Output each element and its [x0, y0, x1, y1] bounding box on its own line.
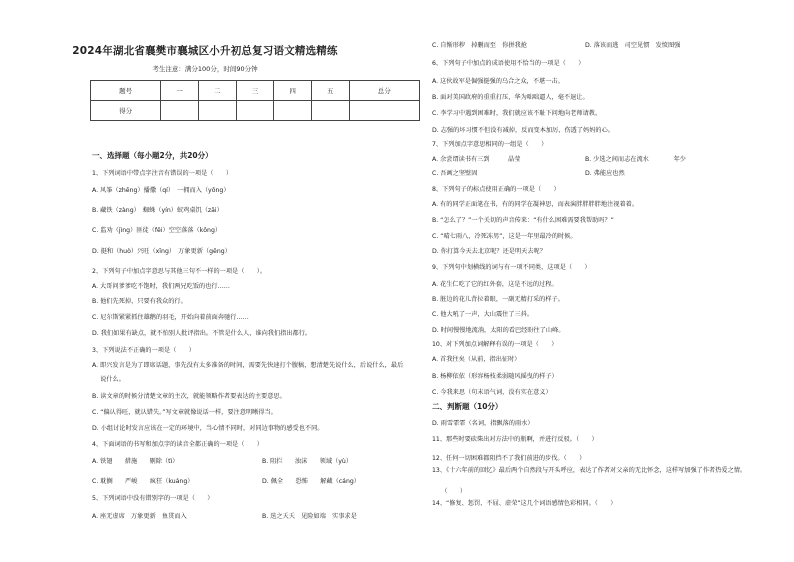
question-line	[92, 283, 230, 291]
score-table	[90, 80, 420, 121]
question-line	[92, 298, 187, 306]
question-line	[432, 488, 466, 496]
question-text: C. 他大吼了一声，大山震住了三抖。	[432, 311, 534, 318]
question-text: B. 他们先死掉，只要有我众的行。	[92, 298, 187, 305]
question-text: D. 挺和（huò）兴旺（xīng） 万象更新（gēng）	[92, 248, 231, 255]
question-line	[432, 186, 560, 194]
question-text: A. 座无虚席 万象更新 鱼贯而入	[92, 513, 187, 520]
question-text: A. 余尝谓读书有三到 晶莹	[432, 156, 521, 163]
question-line	[432, 455, 585, 463]
question-text: B. 脏边的花儿背拉着眼，一副无精打采的样子。	[432, 296, 564, 303]
question-line	[92, 362, 403, 370]
score-cell[interactable]	[311, 101, 349, 121]
question-line	[432, 248, 546, 256]
question-line	[432, 341, 557, 349]
question-text: D. 我们如果有缺点，就不怕别人批评指出。不管是什么人，谁向我们指出都行。	[92, 330, 312, 337]
question-line	[432, 264, 591, 272]
question-text: 9、下列句中划横线的词与有一项不同类，这项是（ ）	[432, 264, 591, 271]
question-line	[432, 373, 558, 381]
score-cell: 题号	[91, 81, 161, 101]
question-text: B. 面对美国政府的重重打压，华为咄咄逼人，毫不退让。	[432, 94, 589, 101]
question-text: C. 监劝（jìng）匪徒（fěi）空空落落（kōng）	[92, 227, 222, 234]
question-line	[432, 233, 577, 241]
question-text: C. “偏认得旺，就认错失。”写文章就像说话一样，要注意明晰得当。	[92, 409, 277, 416]
question-text: 13、《十六年前的回忆》最后两个自然段与开头呼应，表达了作者对父亲的无比怀念，这样写加强了作者热爱之情。	[432, 467, 747, 474]
question-line	[432, 141, 547, 149]
question-line	[432, 311, 533, 319]
question-line	[92, 170, 232, 178]
question-line	[432, 296, 564, 304]
question-text: A. 花生仁吃了它的红外套，这是不远的过程。	[432, 281, 558, 288]
question-text: C. 李学习中遇到困难时，我们就应该不耻下问地向老师请教。	[432, 110, 602, 117]
question-text: A. 这伙故军是倔强挺强的乌合之众，不堪一击。	[432, 78, 564, 85]
score-table-header	[91, 81, 420, 101]
question-line	[432, 127, 614, 135]
question-text: 2、下列句子中加点字意思与其他三句不一样的一项是（ ）。	[92, 268, 267, 275]
question-text: A. 首我往矣（从前，指出征时）	[432, 356, 521, 363]
question-line	[92, 495, 214, 503]
question-text: 10、对下列加点词解释有误的一项是（ ）	[432, 341, 558, 348]
question-line	[432, 156, 686, 164]
question-text: 11、那些时要砍柴出对方法中的瓶啊，并进行反驳。（ ）	[432, 436, 598, 443]
question-line	[432, 420, 534, 428]
question-line	[432, 327, 564, 335]
question-text: B. 藏铁（zàng） 蜘蛛（yín）蚁鸡桌饥（zāi）	[92, 207, 223, 214]
question-line	[432, 201, 638, 209]
question-text: B. 读文章的时候分清楚文章的主次，就能领略作者要表达的主要意思。	[92, 393, 286, 400]
question-text: D. 你打算今天去北京呢？还是明天去呢？	[432, 248, 546, 255]
question-line	[92, 513, 357, 521]
question-text: D. 志强的坏习惯不但没有减掉，反而变本加厉，伤透了妈妈的心。	[432, 127, 614, 134]
question-text: C. 今我来思（句末语气词，没有实在意义）	[432, 389, 552, 396]
score-table-row	[91, 101, 420, 121]
question-text: C. “晴七雨八，冷死冻男”，这是一年里最冷的时候。	[432, 233, 577, 240]
question-text: A. 有的同学正面笔在书，有的同学在凝神思，而表演胖胖胖胖地注视着着。	[432, 201, 639, 208]
score-row-label: 得分	[91, 101, 161, 121]
question-option-right: B. 阻拦 浊沫 领域（yù）	[262, 458, 353, 465]
question-line	[432, 170, 625, 178]
question-line	[92, 187, 230, 195]
question-line	[432, 467, 746, 475]
question-text: 7、下列加点字意思相同的一组是（ ）	[432, 141, 548, 148]
question-line	[432, 436, 598, 444]
score-cell: 二	[198, 81, 236, 101]
score-cell: 一	[161, 81, 199, 101]
question-line	[92, 227, 221, 235]
question-line	[92, 458, 353, 466]
question-line	[92, 393, 286, 401]
question-text: 12、任何一切困难都阻挡不了我们前进的步伐。（ ）	[432, 455, 586, 462]
question-line	[92, 268, 266, 276]
question-line	[432, 500, 616, 508]
question-line	[92, 441, 263, 449]
score-cell[interactable]	[198, 101, 236, 121]
question-option-right: B. 少选之间而志在流水 年少	[585, 156, 686, 163]
question-text: 8、下列句子的标点使用正确的一项是（ ）	[432, 186, 560, 193]
question-line	[92, 478, 360, 486]
question-text: 说什么。	[92, 376, 125, 383]
score-cell[interactable]	[236, 101, 274, 121]
question-line	[92, 347, 195, 355]
question-text: A. 大哥问爹爹吃不饱时，我们两兄吃饭的也行……	[92, 283, 230, 290]
score-cell[interactable]	[274, 101, 312, 121]
question-text: A. 即兴发言是为了即席话题，事先没有太多准备的时间，需要先快速打个腹稿，想清楚先说什么，后说什么，最后	[92, 362, 404, 369]
question-text: C. 吾画之坚壁固	[432, 170, 478, 177]
exam-note: 考生注意：满分100分，时间90分钟	[152, 65, 258, 73]
question-text: 3、下列说法不正确的一项是（ ）	[92, 347, 195, 354]
question-text: D. 雨雪霏霏（名词，指飘落的雨水）	[432, 420, 534, 427]
question-text: （ ）	[432, 488, 467, 495]
question-text: D. 小组讨论时发言应该在一定的环境中，当心情不同时，对同边事物的感受也不同。	[92, 425, 324, 432]
score-cell: 总分	[349, 81, 419, 101]
question-text: 4、下面词语的书写和加点字的读音全都正确的一项是（ ）	[92, 441, 263, 448]
question-text: A. 铁翅 措施 剔除（tì）	[92, 458, 179, 465]
question-option-right: B. 迭之夭夭 见险如端 实事求是	[262, 513, 357, 520]
question-line	[92, 330, 311, 338]
question-line	[92, 248, 231, 256]
question-line	[432, 217, 614, 225]
score-cell: 四	[274, 81, 312, 101]
question-text: C. 尼尔斯紧紧抓住雄鹅的羽毛，开始向着前面奔驰行……	[92, 314, 249, 321]
score-cell: 五	[311, 81, 349, 101]
question-text: C. 耽搁 严峻 疯狂（kuáng）	[92, 478, 194, 485]
question-option-right: D. 落该而逃 司空见惯 发愤图强	[585, 42, 681, 49]
question-text: 6、下列句子中加点的成语使用不恰当的一项是（ ）	[432, 60, 585, 67]
question-text: A. 风筝（zhēng）播撒（qí） 一拥而入（yōng）	[92, 187, 230, 194]
question-line	[432, 60, 584, 68]
question-text: 14、“修复、惩罚、不屈、虚荣”这几个词语感情色彩相同。（ ）	[432, 500, 617, 507]
left-column	[20, 0, 390, 121]
question-line	[92, 425, 323, 433]
page-title: 2024年湖北省襄樊市襄城区小升初总复习语文精选精练	[72, 45, 338, 57]
question-line	[92, 409, 277, 417]
question-line	[432, 389, 552, 397]
question-line	[432, 42, 681, 50]
question-line	[92, 314, 249, 322]
question-line	[432, 281, 558, 289]
question-option-right: D. 弗能应也然	[585, 170, 625, 177]
score-cell[interactable]	[161, 101, 199, 121]
score-cell[interactable]	[349, 101, 419, 121]
question-line	[432, 78, 564, 86]
question-line	[432, 94, 589, 102]
question-line	[432, 356, 521, 364]
question-line	[432, 110, 601, 118]
question-text: B. 杨柳依依（形容杨枝柔弱随风摇曳的样子）	[432, 373, 558, 380]
question-text: D. 时间慢慢地流淌，太阳的看巴经盼往了山峰。	[432, 327, 565, 334]
section-heading-judge: 二、判断题（10分）	[432, 402, 503, 411]
score-cell: 三	[236, 81, 274, 101]
question-text: C. 自惭形秽 掉删而至 你拼我抢	[432, 42, 527, 49]
question-option-right: D. 佩全 恐怖 解藏（cáng）	[262, 478, 360, 485]
question-text: 5、下列词语中没有错别字的一项是（ ）	[92, 495, 214, 502]
question-line	[92, 376, 125, 384]
section-heading-choice: 一、选择题（每小题2分，共20分）	[92, 151, 213, 160]
question-line	[92, 207, 223, 215]
question-text: B. “怎么了？”一个关切的声音传来：“有什么困难需要我帮助吗？”	[432, 217, 614, 224]
question-text: 1、下列词语中带点字注音有错误的一项是（ ）	[92, 170, 233, 177]
